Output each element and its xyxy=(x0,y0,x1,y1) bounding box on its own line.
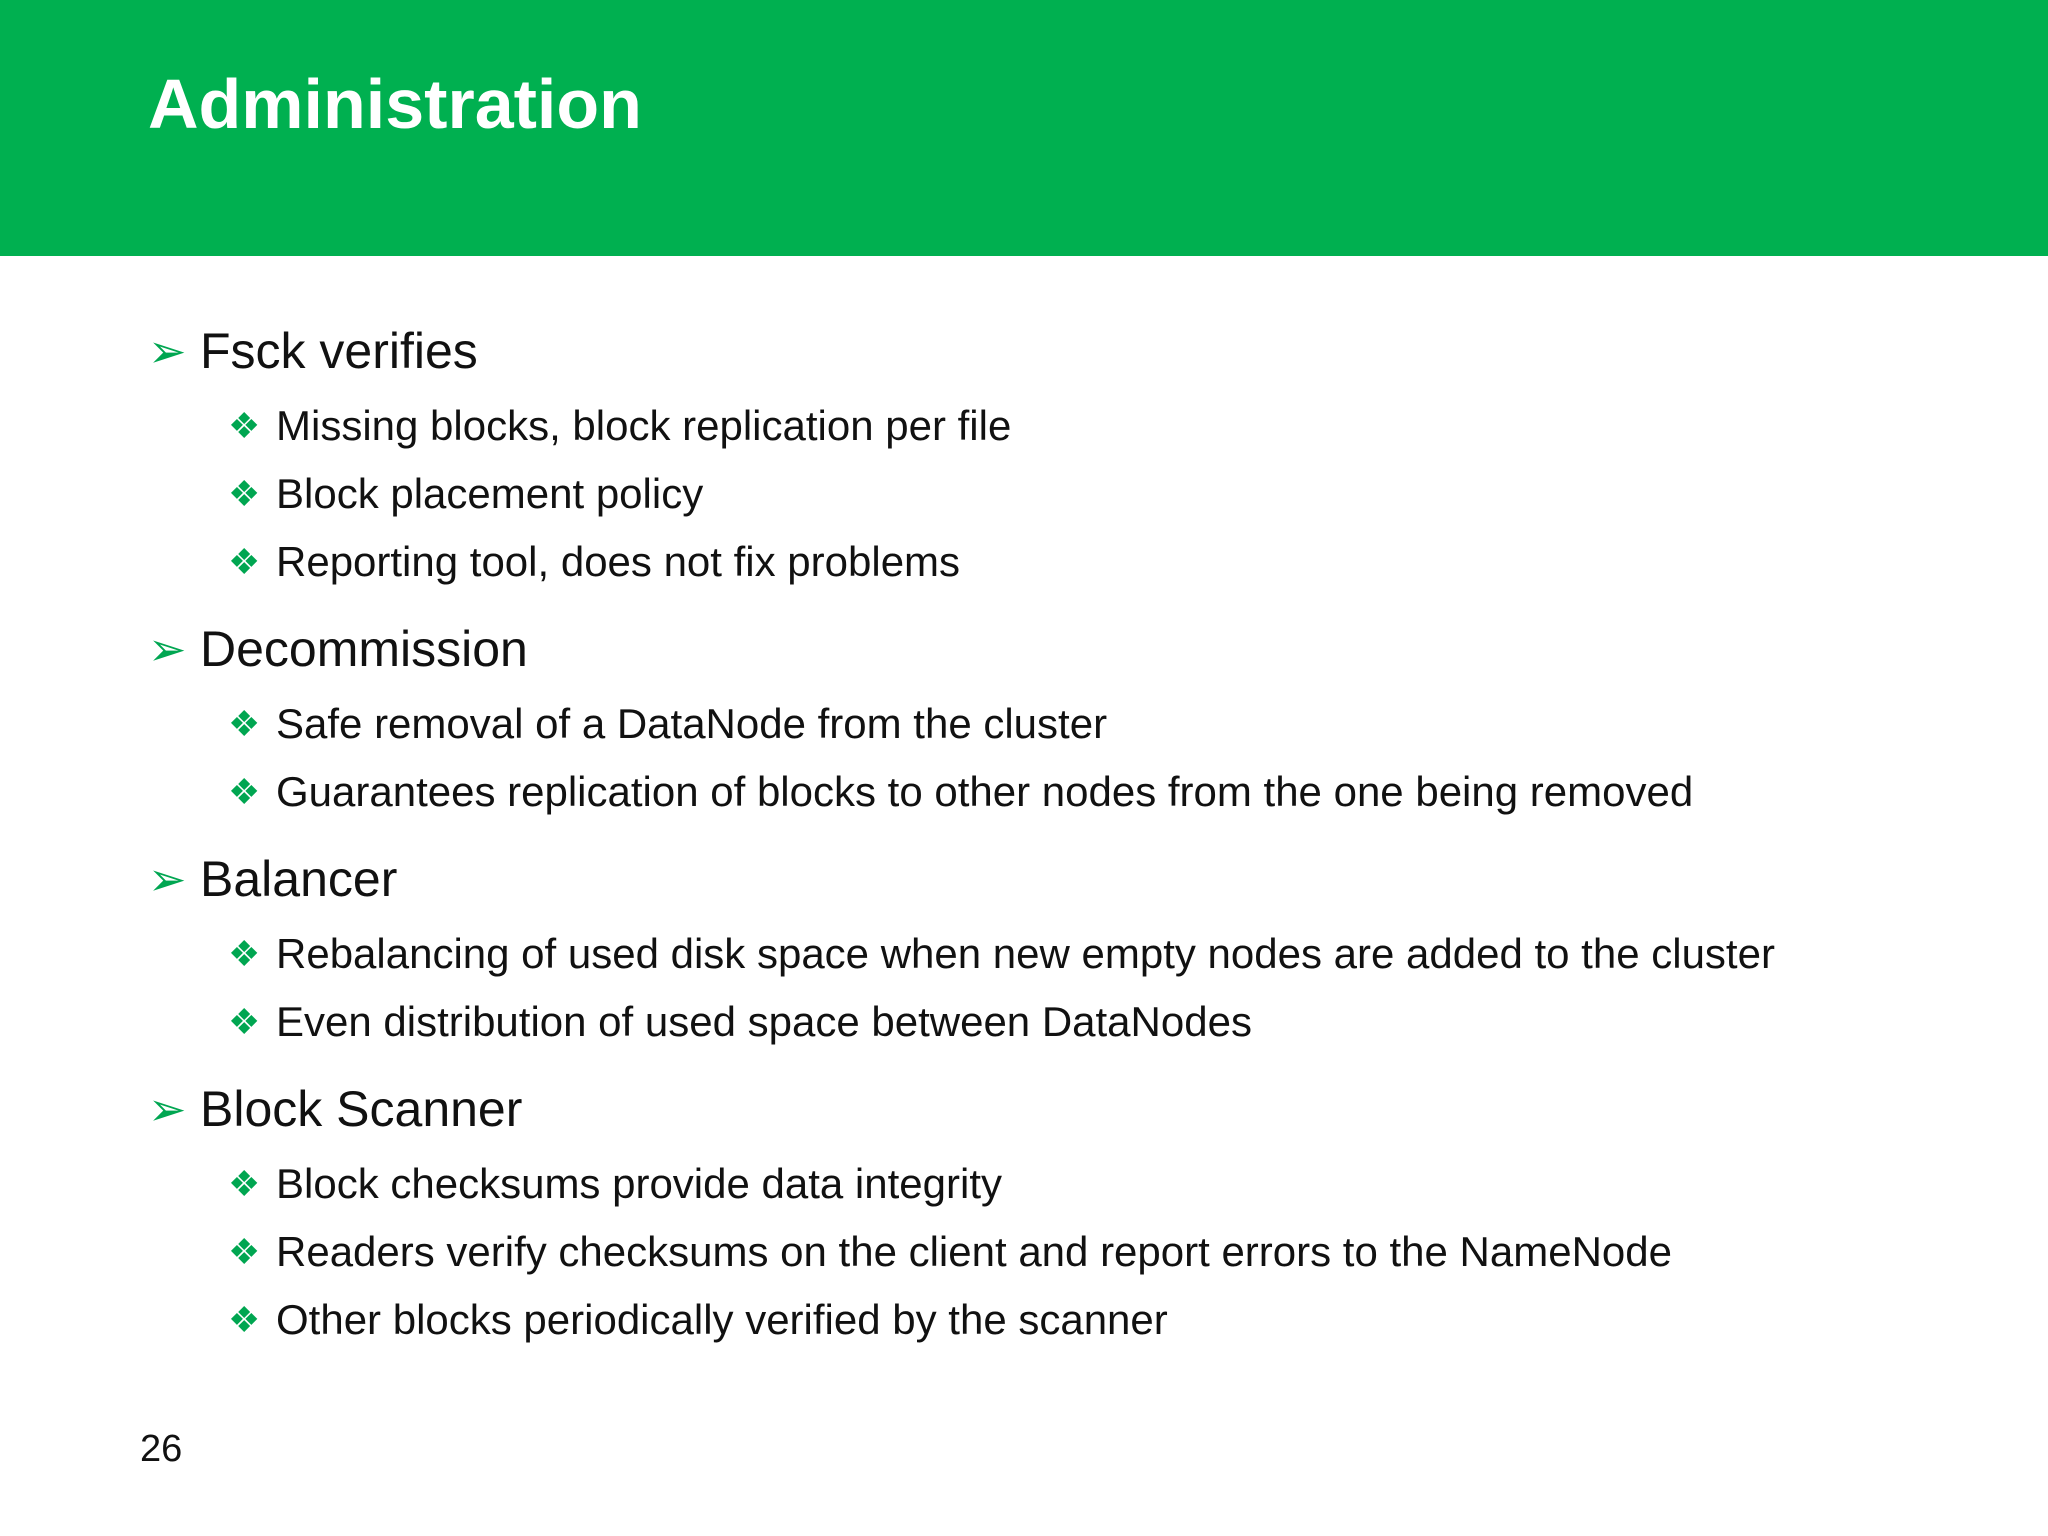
bullet-level2-text: Rebalancing of used disk space when new empty nodes are added to the cluster xyxy=(276,930,1775,977)
bullet-level2 xyxy=(228,920,2028,988)
bullet-level1-text: Block Scanner xyxy=(200,1081,523,1137)
page-number: 26 xyxy=(140,1428,183,1470)
slide-title: Administration xyxy=(148,65,642,143)
bullet-level2 xyxy=(228,1286,2028,1354)
bullet-level1 xyxy=(148,608,2028,690)
bullet-level2-text: Guarantees replication of blocks to other nodes from the one being removed xyxy=(276,768,1694,815)
bullet-level2 xyxy=(228,758,2028,826)
four-diamond-icon: ❖ xyxy=(228,473,261,514)
bullet-level2-text: Even distribution of used space between DataNodes xyxy=(276,998,1252,1045)
four-diamond-icon: ❖ xyxy=(228,1231,261,1272)
bullet-level2 xyxy=(228,988,2028,1056)
four-diamond-icon: ❖ xyxy=(228,933,261,974)
bullet-level2 xyxy=(228,690,2028,758)
arrow-right-icon: ➢ xyxy=(148,325,187,377)
arrow-right-icon: ➢ xyxy=(148,1083,187,1135)
bullet-level2-text: Safe removal of a DataNode from the cluster xyxy=(276,700,1108,747)
bullet-level2 xyxy=(228,392,2028,460)
four-diamond-icon: ❖ xyxy=(228,1299,261,1340)
arrow-right-icon: ➢ xyxy=(148,623,187,675)
bullet-level1-text: Balancer xyxy=(200,851,398,907)
bullet-level2-text: Readers verify checksums on the client and report errors to the NameNode xyxy=(276,1228,1672,1275)
bullet-section xyxy=(148,1068,2028,1354)
bullet-level1-text: Decommission xyxy=(200,621,528,677)
bullet-section xyxy=(148,310,2028,596)
four-diamond-icon: ❖ xyxy=(228,541,261,582)
bullet-level1 xyxy=(148,1068,2028,1150)
bullet-level2 xyxy=(228,528,2028,596)
bullet-level2-text: Other blocks periodically verified by the scanner xyxy=(276,1296,1168,1343)
four-diamond-icon: ❖ xyxy=(228,771,261,812)
four-diamond-icon: ❖ xyxy=(228,1163,261,1204)
bullet-level1-text: Fsck verifies xyxy=(200,323,478,379)
four-diamond-icon: ❖ xyxy=(228,1001,261,1042)
arrow-right-icon: ➢ xyxy=(148,853,187,905)
bullet-level2-text: Missing blocks, block replication per file xyxy=(276,402,1012,449)
bullet-level2 xyxy=(228,460,2028,528)
bullet-level2 xyxy=(228,1218,2028,1286)
bullet-section xyxy=(148,838,2028,1056)
four-diamond-icon: ❖ xyxy=(228,405,261,446)
bullet-level2 xyxy=(228,1150,2028,1218)
bullet-level2-text: Block checksums provide data integrity xyxy=(276,1160,1002,1207)
bullet-level1 xyxy=(148,310,2028,392)
bullet-section xyxy=(148,608,2028,826)
bullet-level2-text: Reporting tool, does not fix problems xyxy=(276,538,961,585)
four-diamond-icon: ❖ xyxy=(228,703,261,744)
bullet-level1 xyxy=(148,838,2028,920)
bullet-level2-text: Block placement policy xyxy=(276,470,704,517)
slide-content xyxy=(148,310,2028,1366)
